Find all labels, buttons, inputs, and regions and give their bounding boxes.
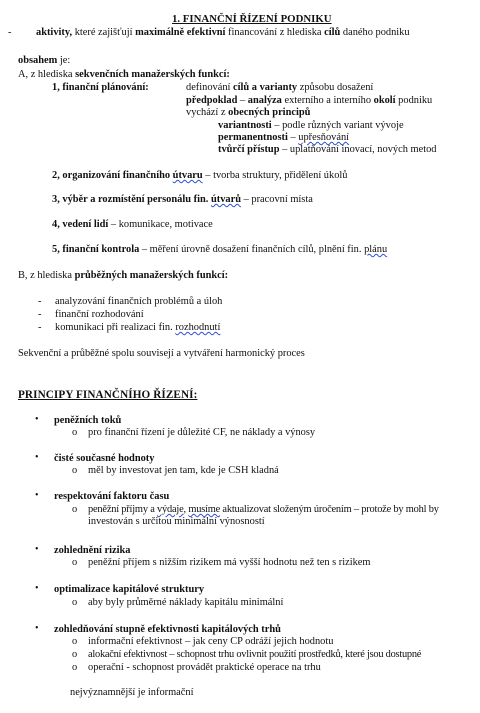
section-a-item-3: 3, výběr a rozmístění personálu fin. útvarů – pracovní místa — [52, 194, 313, 205]
footer-note: nejvýznamnější je informační — [70, 687, 194, 698]
planning-line-3: vychází z obecných principů — [186, 107, 311, 118]
principle-permanentnost: permanentnosti – upřesňování — [218, 132, 350, 143]
sub-bullet-icon: o — [72, 649, 78, 660]
section-b-dash-2: - — [38, 309, 42, 320]
principle-variantnost: variantnosti – podle různých variant vývoje — [218, 120, 404, 131]
sub-bullet-icon: o — [72, 504, 78, 515]
sub-bullet-icon: o — [72, 597, 78, 608]
sub-bullet-icon: o — [72, 557, 78, 568]
planning-line-2: předpoklad – analýza externího a interního okolí podniku — [186, 95, 433, 106]
section-a-item-2: 2, organizování finančního útvaru – tvorba struktury, přidělení úkolů — [52, 170, 348, 181]
principle-5-name: optimalizace kapitálové struktury — [54, 584, 205, 595]
section-a-heading: A, z hlediska sekvenčních manažerských funkcí: — [18, 69, 230, 80]
document-title: 1. FINANČNÍ ŘÍZENÍ PODNIKU — [172, 13, 332, 25]
planning-label: 1, finanční plánování: — [52, 82, 149, 93]
principle-3-detail-line-1: peněžní příjmy a výdaje, musíme aktualizovat složeným úročením – protože by mohl by — [88, 504, 439, 515]
section-b-item-1: analyzování finančních problémů a úloh — [55, 296, 223, 307]
section-b-item-2: finanční rozhodování — [55, 309, 144, 320]
bullet-icon: • — [35, 583, 39, 594]
content-label: obsahem je: — [18, 55, 71, 66]
principle-4-detail: peněžní příjem s nižším rizikem má vyšší hodnotu než ten s rizikem — [88, 557, 371, 568]
principle-6-detail-3: operační - schopnost provádět praktické operace na trhu — [88, 662, 321, 673]
bullet-icon: • — [35, 414, 39, 425]
section-b-dash-3: - — [38, 322, 42, 333]
principle-6-name: zohledňování stupně efektivnosti kapitálových trhů — [54, 624, 281, 635]
bullet-icon: • — [35, 490, 39, 501]
principle-6-detail-1: informační efektivnost – jak ceny CP odráží jejich hodnotu — [88, 636, 334, 647]
principle-1-detail: pro finanční řízení je důležité CF, ne náklady a výnosy — [88, 427, 316, 438]
principle-4-name: zohlednění rizika — [54, 545, 131, 556]
principle-3-name: respektování faktoru času — [54, 491, 170, 502]
sub-bullet-icon: o — [72, 465, 78, 476]
section-a-item-5: 5, finanční kontrola – měření úrovně dosažení finančních cílů, plnění fin. plánu — [52, 244, 388, 255]
sub-bullet-icon: o — [72, 427, 78, 438]
principle-6-detail-2: alokační efektivnost – schopnost trhu ovlivnit použití prostředků, které jsou dostupné — [88, 649, 422, 660]
intro-dash: - — [8, 27, 12, 38]
section-a-item-4: 4, vedení lidí – komunikace, motivace — [52, 219, 213, 230]
principle-tvurci-pristup: tvůrčí přístup – uplatňování inovací, nových metod — [218, 144, 437, 155]
principle-3-detail-line-2: investován s určitou minimální výnosností — [88, 516, 265, 527]
bullet-icon: • — [35, 623, 39, 634]
section-b-heading: B, z hlediska průběžných manažerských funkcí: — [18, 270, 229, 281]
sub-bullet-icon: o — [72, 636, 78, 647]
intro-text: aktivity, které zajišťují maximálně efektivní financování z hlediska cílů daného podniku — [36, 27, 410, 38]
sub-bullet-icon: o — [72, 662, 78, 673]
principle-5-detail: aby byly průměrné náklady kapitálu minimální — [88, 597, 284, 608]
planning-line-1: definování cílů a varianty způsobu dosažení — [186, 82, 374, 93]
principle-2-name: čisté současné hodnoty — [54, 453, 155, 464]
bullet-icon: • — [35, 452, 39, 463]
section-b-item-3: komunikaci při realizaci fin. rozhodnutí — [55, 322, 221, 333]
principles-heading: PRINCIPY FINANČNÍHO ŘÍZENÍ: — [18, 389, 198, 401]
principle-1-name: peněžních toků — [54, 415, 122, 426]
summary-text: Sekvenční a průběžné spolu souvisejí a vytváření harmonický proces — [18, 348, 305, 359]
bullet-icon: • — [35, 544, 39, 555]
principle-2-detail: měl by investovat jen tam, kde je CSH kladná — [88, 465, 279, 476]
section-b-dash-1: - — [38, 296, 42, 307]
